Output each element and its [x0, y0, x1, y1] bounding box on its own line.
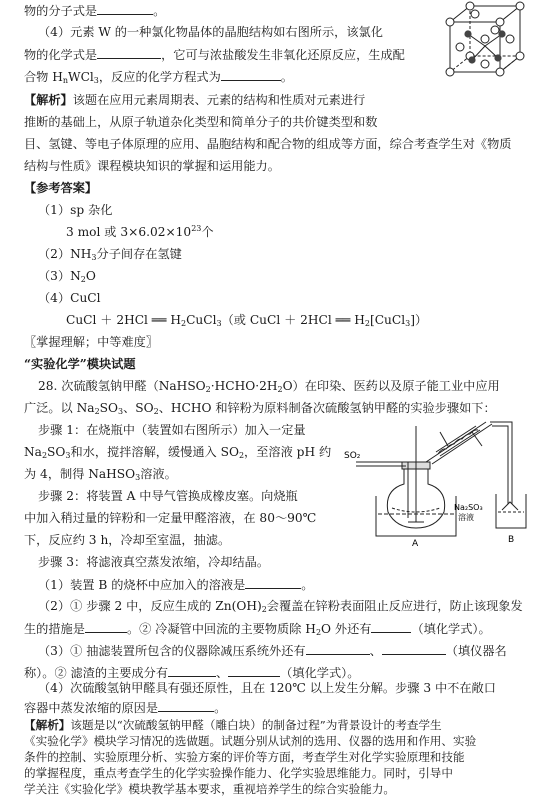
- answer-4: （4）CuCl: [38, 291, 101, 305]
- analysis-1-line4: 结构与性质》课程模块知识的掌握和运用能力。: [24, 159, 280, 173]
- q28-line1: 28. 次硫酸氢钠甲醛$(NaHSO_2\cdot HCHO\cdot 2H_2O)$在印染、医药以及原子能工业中应用: [38, 379, 500, 394]
- answer-1: （1）sp 杂化: [38, 203, 113, 217]
- answer-blank: [245, 576, 301, 589]
- prev-q-line4: 合物 $H_nWCl_3$，反应的化学方程式为 。: [24, 70, 293, 85]
- analysis-2-line5: 学关注《实验化学》模块教学基本要求，重视培养学生的综合实验能力。: [24, 782, 396, 796]
- step2-line1: 步骤 2：将装置 A 中导气管换成橡皮塞。向烧瓶: [38, 489, 298, 503]
- answer-blank: [221, 68, 281, 81]
- analysis-2-line4: 的掌握程度，重点考查学生的化学实验操作能力、化学实验思维能力。同时，引导中: [24, 766, 453, 780]
- part-3-line1: （3）① 抽滤装置所包含的仪器除减压系统外还有 、 （填仪器名: [38, 644, 507, 658]
- answer-blank: [382, 642, 446, 655]
- step1-line3: 为 4，制得 NaHSO$_3$溶液。: [24, 467, 177, 482]
- answer-blank: [228, 664, 280, 677]
- answer-3: $(3)N_2O$: [38, 269, 96, 284]
- step2-line2: 中加入稍过量的锌粉和一定量甲醛溶液，在 80～90℃: [24, 511, 317, 525]
- analysis-1-line1: 【解析】该题在应用元素周期表、元素的结构和性质对元素进行: [24, 93, 366, 107]
- na2so3-label: Na₂SO₃: [454, 503, 483, 512]
- analysis-1-line2: 推断的基础上，从原子轨道杂化类型和简单分子的共价键类型和数: [24, 115, 378, 129]
- answer-blank: [306, 642, 370, 655]
- part-4-line2: 容器中蒸发浓缩的原因是 。: [24, 701, 227, 715]
- answer-1b: 3 mol 或 $3\times 6.02\times 10^{23}$个: [66, 224, 214, 239]
- answer-blank: [371, 620, 411, 633]
- answer-4-equation: CuCl ＋ 2HCl ══ $H_2CuCl_3$（或 CuCl ＋ 2HCl ══ $H_2[CuCl_3]$）: [66, 313, 428, 328]
- step1-line2: $Na_2SO_3$和水，搅拌溶解，缓慢通入 $SO_2$，至溶液 pH 约: [24, 445, 332, 460]
- answer-blank: [85, 620, 127, 633]
- label-a: A: [412, 539, 419, 546]
- reference-answer-label: 【参考答案】: [24, 181, 98, 195]
- prev-q-line3: 物的化学式是 ，它可与浓盐酸发生非氧化还原反应，生成配: [24, 48, 405, 62]
- prev-q-line2: （4）元素 W 的一种氯化物晶体的晶胞结构如右图所示，该氯化: [38, 25, 383, 39]
- prev-q-line1: 物的分子式是 。: [24, 4, 166, 18]
- solution-label: 溶液: [458, 513, 474, 522]
- analysis-2-line2: 《实验化学》模块学习情况的选做题。试题分别从试剂的选用、仪器的选用和作用、实验: [24, 734, 477, 748]
- part-2-line1: （2）① 步骤 2 中，反应生成的 $Zn(OH)_2$会覆盖在锌粉表面阻止反应进行，防止该现象发: [38, 599, 523, 614]
- answer-2: $(2)NH_3$分子间存在氢键: [38, 247, 182, 262]
- answer-blank: [97, 46, 161, 59]
- part-2-line2: 生的措施是 。② 冷凝管中回流的主要物质除 $H_2O$ 外还有 （填化学式）。: [24, 622, 491, 637]
- section-title: “实验化学”模块试题: [24, 357, 136, 371]
- analysis-2-line3: 条件的控制、实验原理分析、实验方案的评价等方面，考查学生对化学实验原理和技能: [24, 750, 465, 764]
- answer-blank: [97, 2, 153, 15]
- analysis-1-line3: 目、氢键、等电子体原理的应用、晶胞结构和配合物的组成等方面，综合考查学生对《物质: [24, 137, 512, 151]
- step1-line1: 步骤 1：在烧瓶中（装置如右图所示）加入一定量: [38, 423, 306, 437]
- so2-label: SO₂: [344, 451, 361, 461]
- answer-blank: [168, 664, 216, 677]
- step2-line3: 下，反应约 3 h，冷却至室温，抽滤。: [24, 533, 231, 547]
- step3: 步骤 3：将滤液真空蒸发浓缩，冷却结晶。: [38, 555, 270, 569]
- apparatus-figure: [336, 418, 536, 546]
- part-1: （1）装置 B 的烧杯中应加入的溶液是 。: [38, 578, 314, 592]
- part-4-line1: （4）次硫酸氢钠甲醛具有强还原性，且在 120℃ 以上发生分解。步骤 3 中不在敞口: [38, 681, 496, 695]
- answer-blank: [158, 699, 214, 712]
- crystal-cell-figure: [440, 0, 530, 92]
- part-3-line2: 称）。② 滤渣的主要成分有 、 （填化学式）。: [24, 666, 360, 680]
- analysis-2-line1: 【解析】该题是以“次硫酸氢钠甲醛（雕白块）的制备过程”为背景设计的考查学生: [24, 718, 442, 732]
- difficulty-level: 〖掌握理解；中等难度〗: [24, 335, 159, 349]
- label-b: B: [508, 535, 515, 545]
- q28-line2: 广泛。以 $Na_2SO_3$、$SO_2$、HCHO 和锌粉为原料制备次硫酸氢钠甲醛的实验步骤如下：: [24, 401, 496, 416]
